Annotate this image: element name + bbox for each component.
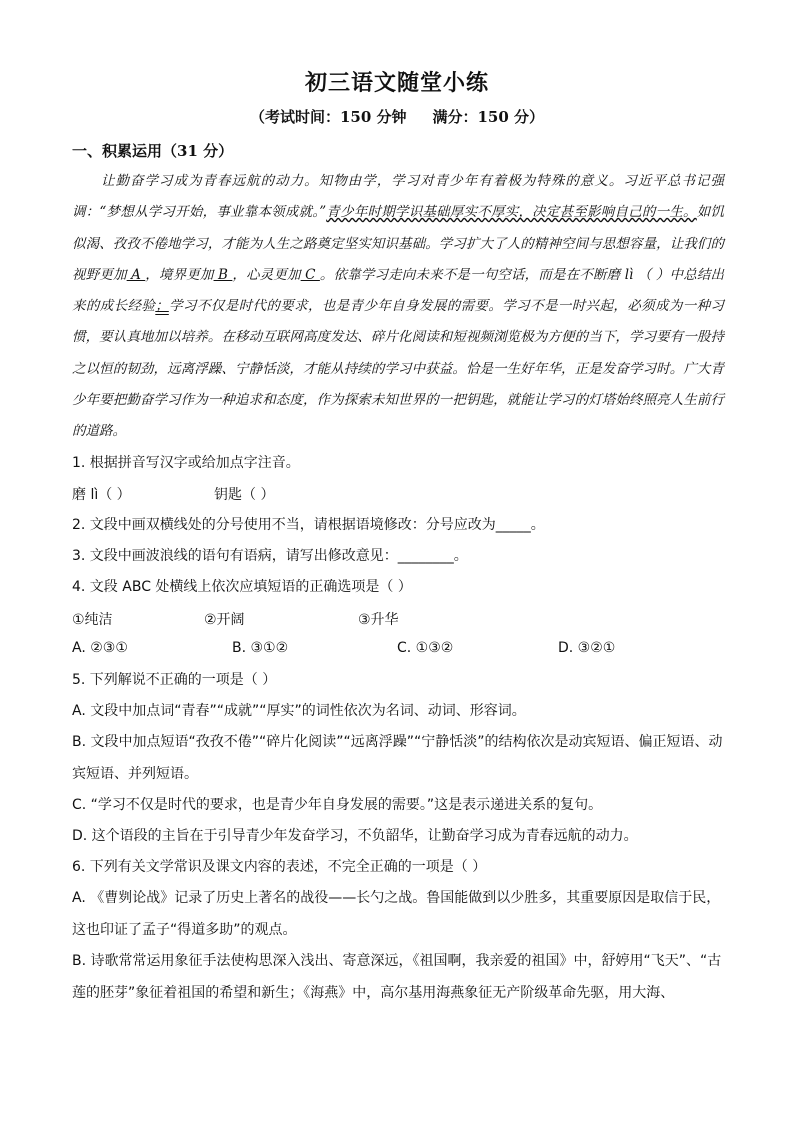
section-heading: 一、积累运用（31 分） [72, 142, 234, 160]
passage-text-2: 如饥似渴、孜孜不倦地学习，才能为人生之路奠定坚实知识基础。学习扩大了人的精神空间与思想容量，让我们的视野更加 [72, 204, 724, 283]
question-4: 4. 文段 ABC 处横线上依次应填短语的正确选项是（ ） [72, 579, 412, 595]
q6-option-a: A. 《曹刿论战》记录了历史上著名的战役——长勺之战。鲁国能做到以少胜多，其重要原因是取信于民，这也印证了孟子“得道多助”的观点。 [72, 890, 721, 938]
q4-word-1: ①纯洁 [72, 612, 113, 628]
passage-text-5: 。依靠学习走向未来不是一句空话，而是在不断磨 lì （ ）中总结出来的成长经验 [72, 266, 725, 315]
q4-option-d: D. ③②① [558, 640, 616, 656]
double-underline-semicolon: ； [155, 298, 169, 315]
q4-word-3: ③升华 [358, 612, 399, 628]
passage-text-6: 学习不仅是时代的要求，也是青少年自身发展的需要。学习不是一时兴起，必须成为一种习惯，要认真地加以培养。在移动互联网高度发达、碎片化阅读和短视频浏览极为方便的当下，学习要有一股持之以恒的韧劲，远离浮躁、宁静恬淡，才能从持续的学习中获益。恰是一生好年华，正是发奋学习时。广大青少年要把勤奋学习作为一种追求和态度，作为探索未知世界的一把钥匙，就能让学习的灯塔始终照亮人生前行的道路。 [72, 298, 725, 440]
passage-text-1: 让勤奋学习成为青春远航的动力。知物由学，学习对青少年有着极为特殊的意义。习近平总书记强调：“梦想从学习开始，事业靠本领成就。” [72, 173, 724, 221]
question-6: 6. 下列有关文学常识及课文内容的表述，不完全正确的一项是（ ） [72, 859, 487, 875]
full-score: 满分：150 分） [432, 108, 545, 126]
question-2: 2. 文段中画双横线处的分号使用不当，请根据语境修改：分号应改为_____。 [72, 517, 545, 533]
blank-a: A [126, 266, 146, 283]
q4-option-b: B. ③①② [232, 640, 289, 656]
q4-option-c: C. ①③② [397, 640, 454, 656]
q5-option-c: C. “学习不仅是时代的要求，也是青少年自身发展的需要。”这是表示递进关系的复句。 [72, 797, 603, 813]
q1-item-b: 钥匙（ ） [214, 487, 275, 503]
q4-option-a: A. ②③① [72, 640, 128, 656]
page-title: 初三语文随堂小练 [304, 70, 489, 96]
exam-info [0, 106, 794, 127]
passage-text-4: ，心灵更加 [232, 266, 301, 283]
q1-item-a: 磨 lì（ ） [72, 487, 131, 503]
q4-word-2: ②开阔 [204, 612, 245, 628]
question-5: 5. 下列解说不正确的一项是（ ） [72, 672, 277, 688]
blank-b: B [213, 266, 233, 283]
wavy-sentence: 青少年时期学识基础厚实不厚实，决定甚至影响自己的一生。 [326, 204, 697, 221]
blank-c: C [300, 266, 320, 283]
q5-option-a: A. 文段中加点词“青春”“成就”“厚实”的词性依次为名词、动词、形容词。 [72, 703, 526, 719]
q6-option-b: B. 诗歌常常运用象征手法使构思深入浅出、寄意深远，《祖国啊，我亲爱的祖国》中，舒婷用“飞天”、“古莲的胚芽”象征着祖国的希望和新生；《海燕》中，高尔基用海燕象征无产阶级革命先驱，用大海、 [72, 953, 722, 1001]
q5-option-b: B. 文段中加点短语“孜孜不倦”“碎片化阅读”“远离浮躁”“宁静恬淡”的结构依次是动宾短语、偏正短语、动宾短语、并列短语。 [72, 734, 723, 782]
q5-option-d: D. 这个语段的主旨在于引导青少年发奋学习，不负韶华，让勤奋学习成为青春远航的动力。 [72, 828, 638, 844]
exam-time: （考试时间：150 分钟 [249, 108, 407, 126]
passage-text-3: ，境界更加 [145, 266, 214, 283]
reading-passage [72, 166, 724, 448]
question-1: 1. 根据拼音写汉字或给加点字注音。 [72, 455, 300, 471]
question-3: 3. 文段中画波浪线的语句有语病，请写出修改意见：________。 [72, 548, 468, 564]
